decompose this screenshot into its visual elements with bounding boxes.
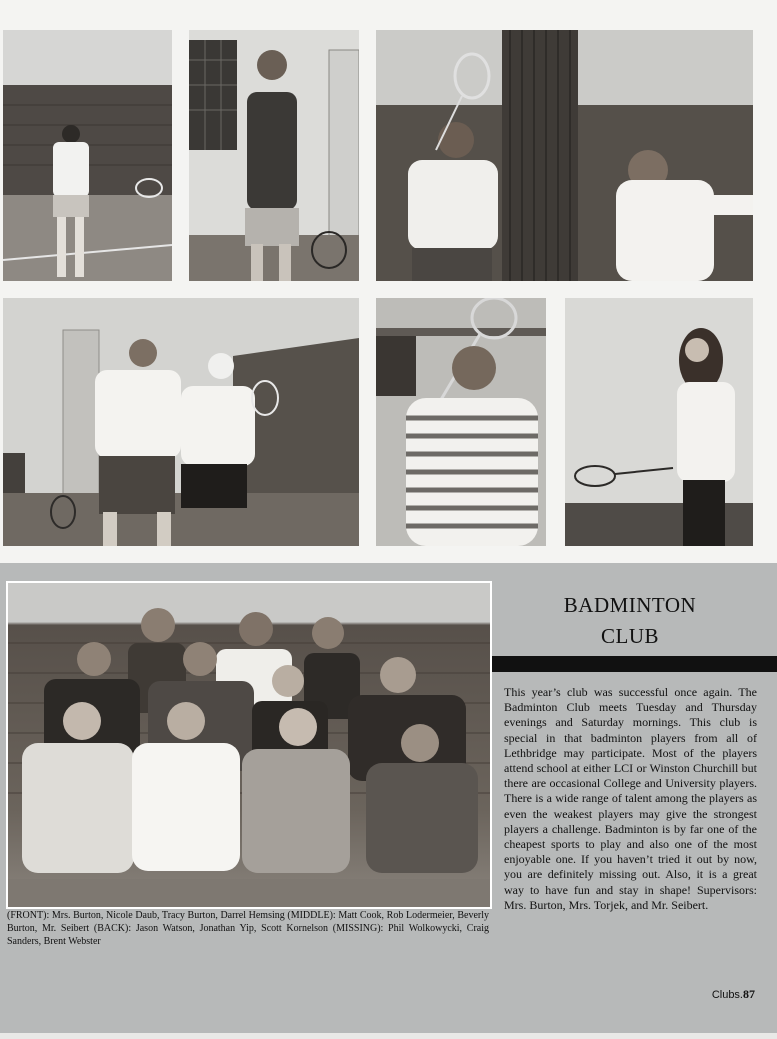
club-title-line-1: BADMINTON bbox=[563, 593, 697, 617]
photo-two-women-rackets bbox=[376, 30, 753, 281]
photo-group-members bbox=[6, 581, 492, 909]
folio-page-number: 87 bbox=[743, 987, 755, 1001]
title-divider-bar bbox=[492, 656, 777, 672]
photo-striped-shirt-player bbox=[376, 298, 546, 546]
photo-girl-with-racket bbox=[565, 298, 753, 546]
page-folio bbox=[712, 987, 755, 1002]
photo-player-plaid-shorts bbox=[189, 30, 359, 281]
photo-player-far-court bbox=[3, 30, 172, 281]
photo-caption: (FRONT): Mrs. Burton, Nicole Daub, Tracy Burton, Darrel Hemsing (MIDDLE): Matt Cook, Rob Lodermeier, Beverly Burton, Mr. Seibert (BACK): Jason Watson, Jonathan Yip, Scott Kornelson (MISSING): Phil Wolkowycki, Craig Sanders, Brent Webster bbox=[7, 910, 489, 947]
page-bottom-edge bbox=[0, 1033, 777, 1039]
club-title-line-2: CLUB bbox=[600, 624, 659, 648]
photo-two-boys-doubles bbox=[3, 298, 359, 546]
article-body: This year’s club was successful once again. The Badminton Club meets Tuesday and Thursday evenings and Saturday mornings. This club is special in that badminton players from all of Lethbridge may participate. Most of the players attend school at either LCI or Winston Churchill but there are occasional College and University players. There is a wide range of talent among the players as even the weakest players may give the strongest players a challenge. Badminton is by far one of the cheapest sports to play and also one of the most enjoyable one. If you haven’t tried it out by now, you are definitely missing out. Also, it is a great way to have fun and stay in shape! Supervisors: Mrs. Burton, Mrs. Torjek, and Mr. Seibert. bbox=[504, 685, 757, 912]
club-title bbox=[492, 590, 768, 652]
folio-section: Clubs. bbox=[711, 989, 743, 1001]
